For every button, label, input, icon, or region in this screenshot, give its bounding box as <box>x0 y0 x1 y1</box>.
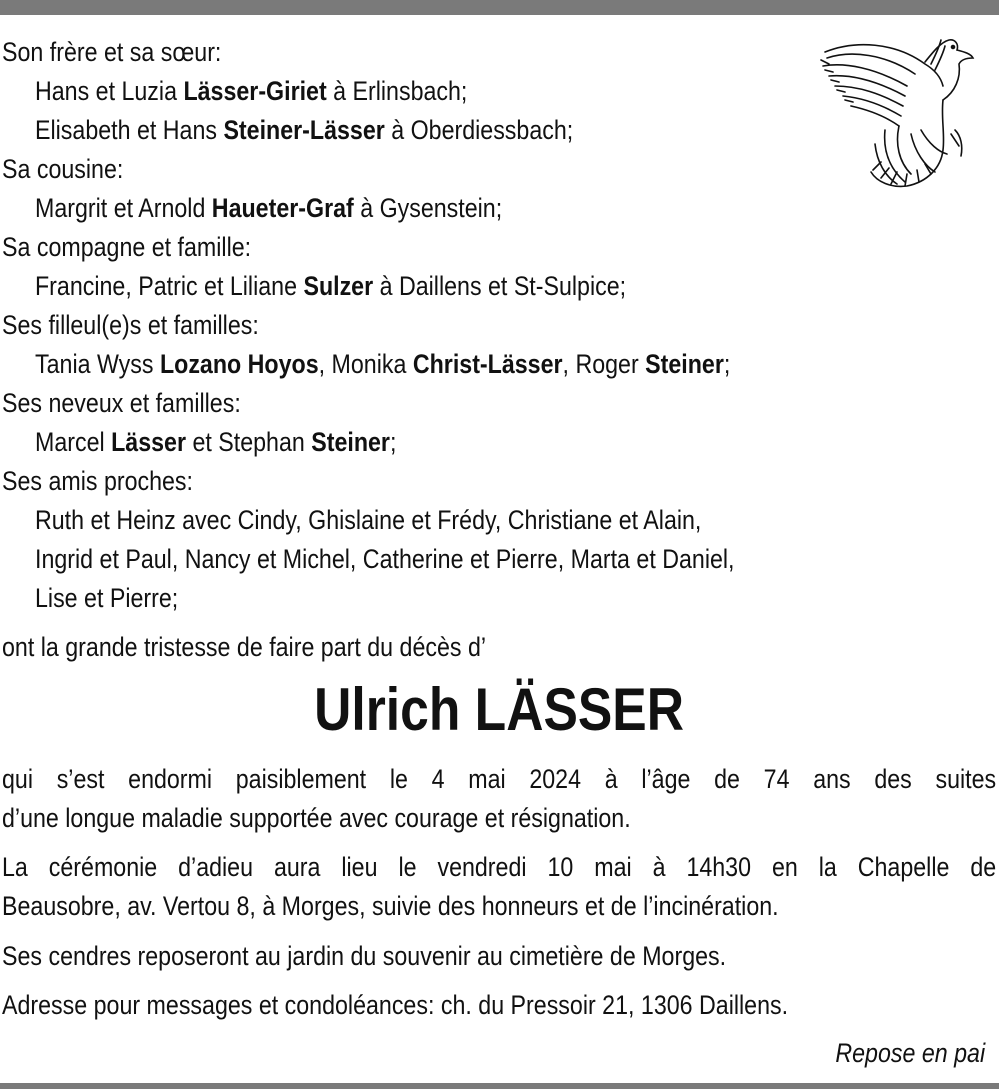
sibling-place: à Oberdiessbach; <box>384 115 574 145</box>
announcement-text: ont la grande tristesse de faire part du décès d’ <box>2 632 487 662</box>
companion-line <box>35 267 626 306</box>
paragraph-4: Adresse pour messages et condoléances: ch. du Pressoir 21, 1306 Daillens. <box>2 990 789 1020</box>
paragraph-2-line-2: Beausobre, av. Vertou 8, à Morges, suivie des honneurs et de l’incinération. <box>2 891 779 921</box>
cousin-surname: Haueter-Graf <box>211 193 354 223</box>
godchild-surname: Christ-Lässer <box>412 349 563 379</box>
sibling-place: à Erlinsbach; <box>326 76 468 106</box>
godchildren-line <box>35 345 730 384</box>
companion-place: à Daillens et St-Sulpice; <box>373 271 627 301</box>
nephew-surname: Steiner <box>311 427 390 457</box>
companion-text: Francine, Patric et Liliane <box>35 271 304 301</box>
closing-text: Repose en pai <box>835 1038 985 1068</box>
cousin-header: Sa cousine: <box>2 154 124 184</box>
nephews-line <box>35 423 396 462</box>
siblings-header: Son frère et sa sœur: <box>2 37 222 67</box>
sibling-surname: Lässer-Giriet <box>183 76 327 106</box>
sibling-surname: Steiner-Lässer <box>223 115 385 145</box>
friends-header: Ses amis proches: <box>2 466 194 496</box>
deceased-name-text: Ulrich LÄSSER <box>314 676 685 743</box>
friends-line: Ruth et Heinz avec Cindy, Ghislaine et Frédy, Christiane et Alain, <box>35 505 702 535</box>
cousin-line <box>35 189 502 228</box>
companion-surname: Sulzer <box>303 271 374 301</box>
godchild-surname: Lozano Hoyos <box>159 349 319 379</box>
friends-line: Ingrid et Paul, Nancy et Michel, Catherine et Pierre, Marta et Daniel, <box>35 544 735 574</box>
nephews-header: Ses neveux et familles: <box>2 388 241 418</box>
paragraph-2-line-1: La cérémonie d’adieu aura lieu le vendredi 10 mai à 14h30 en la Chapelle de <box>2 852 997 882</box>
paragraph-3: Ses cendres reposeront au jardin du souvenir au cimetière de Morges. <box>2 941 727 971</box>
paragraph-1-line-1: qui s’est endormi paisiblement le 4 mai 2024 à l’âge de 74 ans des suites <box>2 764 997 794</box>
godchild-text: ; <box>723 349 731 379</box>
nephew-surname: Lässer <box>111 427 187 457</box>
nephew-text: et Stephan <box>186 427 312 457</box>
godchildren-header: Ses filleul(e)s et familles: <box>2 310 259 340</box>
dove-icon <box>815 34 975 194</box>
bottom-rule <box>0 1083 999 1089</box>
paragraph-1-line-2: d’une longue maladie supportée avec courage et résignation. <box>2 803 631 833</box>
cousin-place: à Gysenstein; <box>353 193 503 223</box>
friends-line: Lise et Pierre; <box>35 583 179 613</box>
deceased-name <box>0 675 999 745</box>
sibling-line <box>35 111 573 150</box>
sibling-text: Elisabeth et Hans <box>35 115 224 145</box>
nephew-text: ; <box>389 427 397 457</box>
cousin-text: Margrit et Arnold <box>35 193 212 223</box>
godchild-surname: Steiner <box>645 349 724 379</box>
sibling-text: Hans et Luzia <box>35 76 184 106</box>
godchild-text: , Monika <box>318 349 413 379</box>
godchild-text: Tania Wyss <box>35 349 160 379</box>
sibling-line <box>35 72 467 111</box>
nephew-text: Marcel <box>35 427 112 457</box>
companion-header: Sa compagne et famille: <box>2 232 252 262</box>
godchild-text: , Roger <box>562 349 646 379</box>
top-rule <box>0 0 999 15</box>
